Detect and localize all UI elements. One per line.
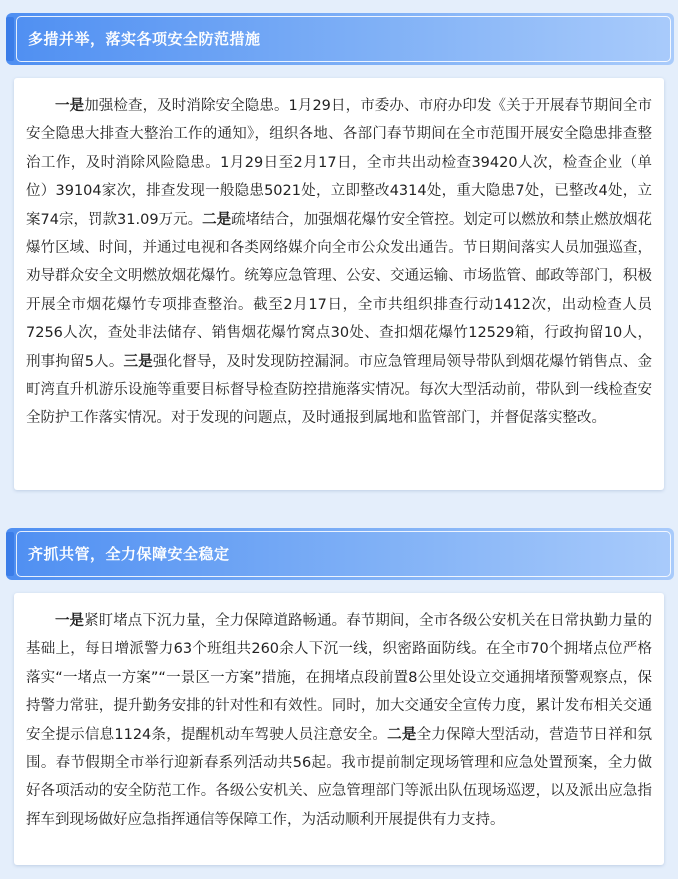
point-text: 疏堵结合，加强烟花爆竹安全管控。划定可以燃放和禁止燃放烟花爆竹区域、时间，并通过电视和各类网络媒介向全市公众发出通告。节日期间落实人员加强巡查，劝导群众安全文明燃放烟花爆竹。统筹应急管理、公安、交通运输、市场监管、邮政等部门，积极开展全市烟花爆竹专项排查整治。截至2月17日，全市共组织排查行动1412次，出动检查人员7256人次，查处非法储存、销售烟花爆竹窝点30处、查扣烟花爆竹12529箱，行政拘留10人，刑事拘留5人。	[26, 211, 652, 370]
point-label: 二是	[387, 726, 417, 743]
point-text: 紧盯堵点下沉力量，全力保障道路畅通。春节期间，全市各级公安机关在日常执勤力量的基础上，每日增派警力63个班组共260余人下沉一线，织密路面防线。在全市70个拥堵点位严格落实“一堵点一方案”“一景区一方案”措施，在拥堵点段前置8公里处设立交通拥堵预警观察点，保持警力常驻，提升勤务安排的针对性和有效性。同时，加大交通安全宣传力度，累计发布相关交通安全提示信息1124条，提醒机动车驾驶人员注意安全。	[26, 613, 652, 743]
header-accent-bar	[6, 532, 14, 576]
section-card-safety-measures	[14, 78, 664, 490]
section-title: 多措并举，落实各项安全防范措施	[28, 30, 261, 48]
section-paragraph	[26, 92, 652, 433]
point-text: 加强检查，及时消除安全隐患。1月29日，市委办、市府办印发《关于开展春节期间全市安全隐患大排查大整治工作的通知》，组织各地、各部门春节期间在全市范围开展安全隐患排查整治工作，及时消除风险隐患。1月29日至2月17日，全市共出动检查39420人次，检查企业（单位）39104家次，排查发现一般隐患5021处，立即整改4314处，重大隐患7处，已整改4处，立案74宗，罚款31.09万元。	[26, 98, 652, 228]
section-card-joint-management	[14, 593, 664, 865]
point-text: 全力保障大型活动，营造节日祥和氛围。春节假期全市举行迎新春系列活动共56起。我市提前制定现场管理和应急处置预案，全力做好各项活动的安全防范工作。各级公安机关、应急管理部门等派出队伍现场巡逻，以及派出应急指挥车到现场做好应急指挥通信等保障工作，为活动顺利开展提供有力支持。	[26, 726, 653, 828]
point-label: 三是	[123, 353, 153, 370]
header-accent-bar	[6, 17, 14, 61]
section-header-safety-measures	[6, 13, 674, 65]
section-header-joint-management	[6, 528, 674, 580]
point-label: 一是	[55, 613, 85, 629]
section-title: 齐抓共管，全力保障安全稳定	[28, 545, 230, 563]
section-paragraph	[26, 607, 652, 834]
point-text: 强化督导，及时发现防控漏洞。市应急管理局领导带队到烟花爆竹销售点、金町湾直升机游乐设施等重要目标督导检查防控措施落实情况。每次大型活动前，带队到一线检查安全防护工作落实情况。对于发现的问题点，及时通报到属地和监管部门，并督促落实整改。	[26, 353, 653, 427]
point-label: 二是	[202, 211, 232, 228]
point-label: 一是	[55, 98, 85, 114]
